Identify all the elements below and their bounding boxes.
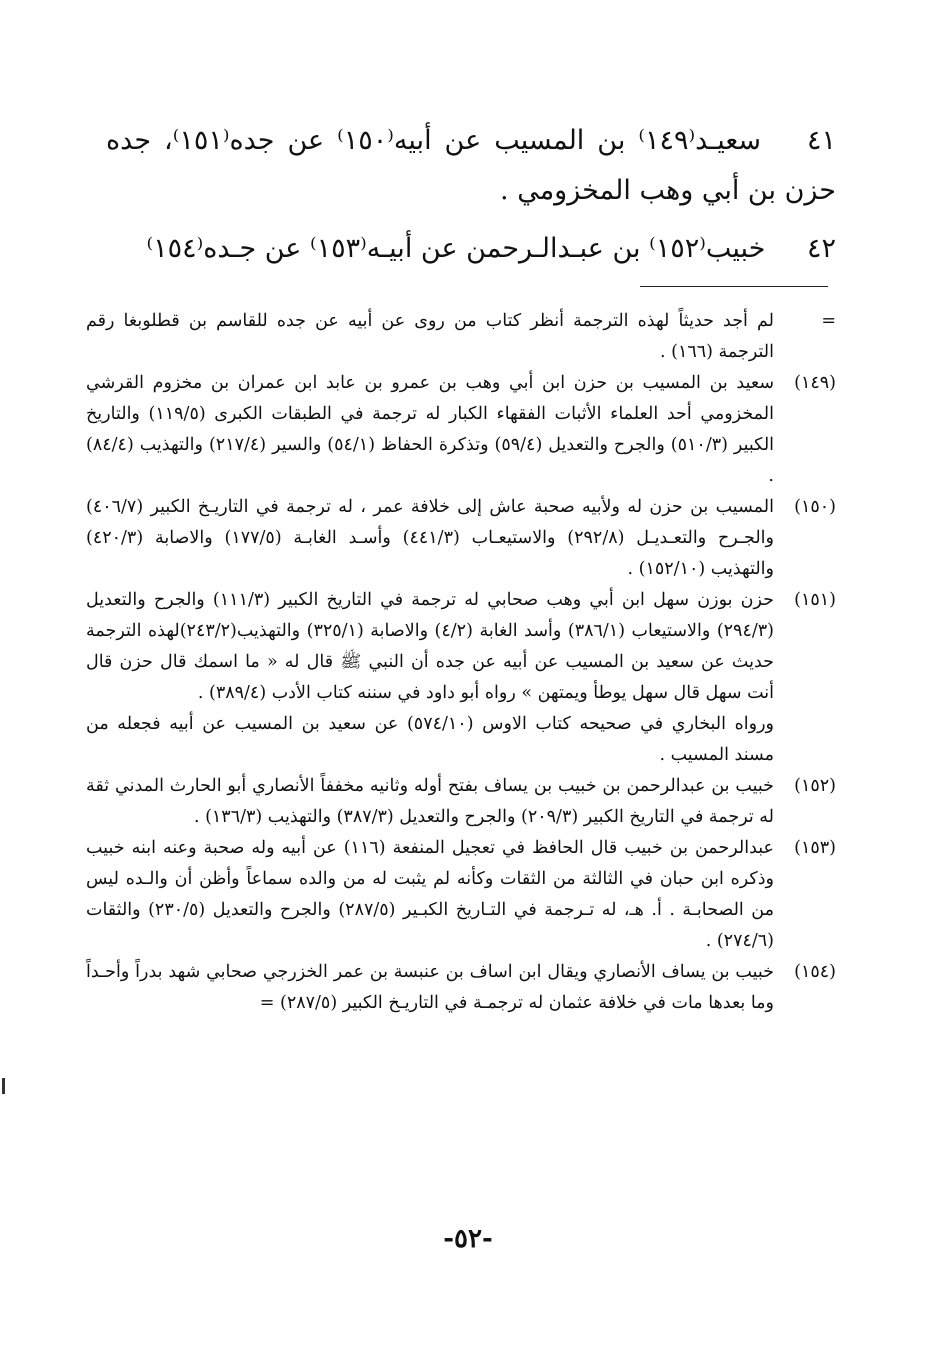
main-entry-41 [106,116,836,216]
footnote-149 [86,368,836,492]
scan-edge-mark [2,1078,5,1094]
footnote-text: المسيب بن حزن له ولأبيه صحبة عاش إلى خلافة عمر ، له ترجمة في التاريـخ الكبير (٤٠٦/٧) والجـرح والتعـديـل (٢٩٢/٨) والاستيعـاب (٤٤١/٣) وأسـد الغابـة (١٧٧/٥) والاصابة (٤٢٠/٣) والتهذيب (١٥٢/١٠) . [86,497,774,579]
footnote-marker: = [821,311,836,331]
footnote-text: عبدالرحمن بن خبيب قال الحافظ في تعجيل المنفعة (١١٦) عن أبيه وله صحبة وعنه ابنه خبيب وذكره ابن حبان في الثالثة من الثقات وكأنه لم يثبت له من والده سماعاً وأظن أن والـده ليس من الصحابـة . أ. هـ، له تـرجمة في التـاريخ الكبـير (٢٨٧/٥) والجرح والتعديل (٢٣٠/٥) والثقات (٢٧٤/٦) . [86,838,774,951]
footnote-marker: (١٥٢) [794,776,836,796]
entry-number: ٤١ [806,125,836,156]
entry-text: سعيـد⁽١٤٩⁾ بن المسيب عن أبيه⁽١٥٠⁾ عن جده⁽١٥١⁾، جده حزن بن أبي وهب المخزومي . [106,125,836,206]
footnote-text: لم أجد حديثاً لهذه الترجمة أنظر كتاب من روى عن أبيه عن جده للقاسم بن قطلوبغا رقم الترجمة (١٦٦) . [86,311,774,362]
footnote-text: سعيد بن المسيب بن حزن ابن أبي وهب بن عمرو بن عابد ابن عمران بن مخزوم القرشي المخزومي أحد العلماء الأثبات الفقهاء الكبار له ترجمة في الطبقات الكبرى (١١٩/٥) والتاريخ الكبير (٥١٠/٣) والجرح والتعديل (٥٩/٤) وتذكرة الحفاظ (٥٤/١) والسير (٢١٧/٤) والتهذيب (٨٤/٤) . [86,373,775,486]
entry-text: خبيب⁽١٥٢⁾ بن عبـدالـرحمن عن أبيـه⁽١٥٣⁾ عن جـده⁽١٥٤⁾ [146,233,766,264]
footnote-152 [86,771,836,833]
footnote-154 [86,957,836,1019]
footnote-151 [86,585,836,709]
footnote-carryover [86,306,836,368]
footnote-text: خبيب بن يساف الأنصاري ويقال ابن اساف بن عنبسة بن عمر الخزرجي صحابي شهد بدراً وأحـداً وما بعدها مات في خلافة عثمان له ترجمـة في التاريـخ الكبير (٢٨٧/٥) = [86,962,774,1013]
footnote-text: حزن بوزن سهل ابن أبي وهب صحابي له ترجمة في التاريخ الكبير (١١١/٣) والجرح والتعديل (٢٩٤/٣) والاستيعاب (٣٨٦/١) وأسد الغابة (٤/٢) والاصابة (٣٢٥/١) والتهذيب(٢٤٣/٢)لهذه الترجمة حديث عن سعيد بن المسيب عن أبيه عن جده أن النبي ﷺ قال له « ما اسمك قال حزن قال أنت سهل قال سهل يوطأ ويمتهن » رواه أبو داود في سننه كتاب الأدب (٣٨٩/٤) . [86,590,774,703]
footnote-divider [640,286,828,287]
entry-number: ٤٢ [806,233,836,264]
footnote-150 [86,492,836,585]
footnotes [86,306,836,1019]
footnote-marker: (١٤٩) [794,373,836,393]
footnote-text: خبيب بن عبدالرحمن بن خبيب بن يساف بفتح أوله وثانيه مخففاً الأنصاري أبو الحارث المدني ثقة له ترجمة في التاريخ الكبير (٢٠٩/٣) والجرح والتعديل (٣٨٧/٣) والتهذيب (١٣٦/٣) . [86,776,774,827]
footnote-marker: (١٥٤) [794,962,836,982]
footnote-marker: (١٥٠) [794,497,836,517]
footnote-marker: (١٥١) [794,590,836,610]
footnote-153 [86,833,836,957]
footnote-marker: (١٥٣) [794,838,836,858]
footnote-151-continuation: ورواه البخاري في صحيحه كتاب الاوس (٥٧٤/١٠) عن سعيد بن المسيب عن أبيه فجعله من مسند المسيب . [86,714,774,765]
main-entry-42 [106,224,836,274]
page-number: -٥٢- [443,1224,493,1254]
